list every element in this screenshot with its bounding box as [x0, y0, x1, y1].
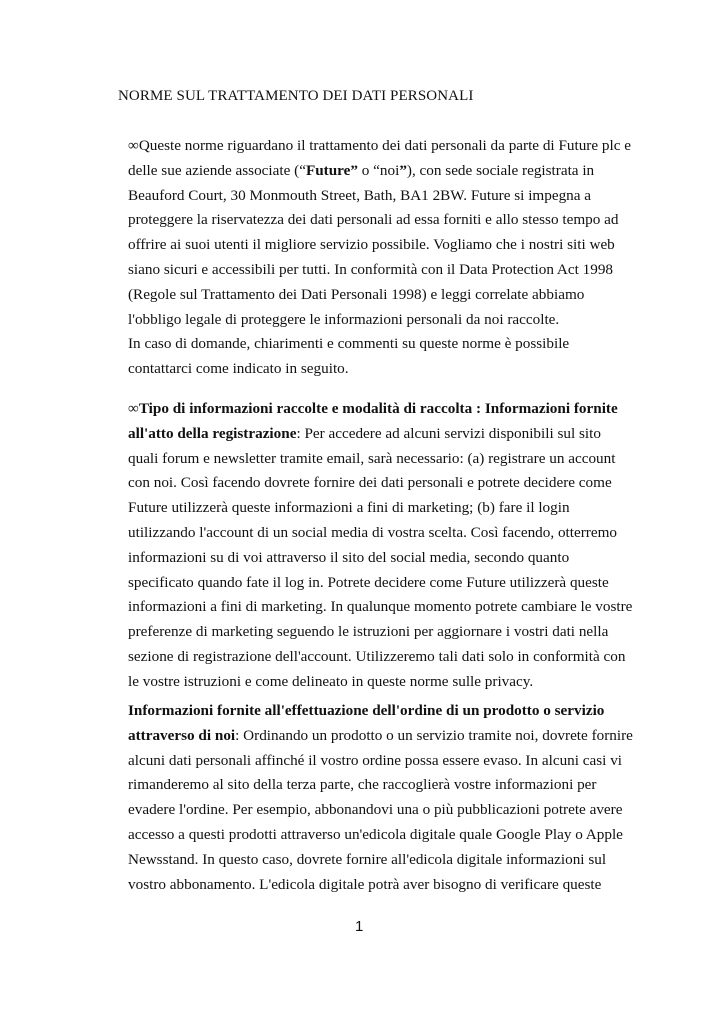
section-heading: all'atto della registrazione	[128, 424, 297, 442]
text-line: ∞Queste norme riguardano il trattamento dei dati personali da parte di Future plc e	[128, 137, 631, 154]
bullet-icon: ∞	[128, 400, 139, 417]
text-line: delle sue aziende associate (“Future” o “noi”), con sede sociale registrata in	[128, 161, 595, 179]
text-line: utilizzando l'account di un social media di vostra scelta. Così facendo, otterremo	[128, 523, 618, 541]
text-line: l'obbligo legale di proteggere le informazioni personali da noi raccolte.	[128, 310, 560, 328]
text-line: accesso a questi prodotti attraverso un'edicola digitale quale Google Play o Apple	[128, 825, 623, 843]
bullet-icon: ∞	[128, 137, 139, 154]
text-line: contattarci come indicato in seguito.	[128, 360, 349, 378]
text-line: siano sicuri e accessibili per tutti. In conformità con il Data Protection Act 1998	[128, 260, 614, 278]
text-line: all'atto della registrazione: Per accedere ad alcuni servizi disponibili sul sito	[128, 424, 601, 442]
text-line	[128, 397, 628, 422]
text-line: Newsstand. In questo caso, dovrete fornire all'edicola digitale informazioni sul	[128, 850, 607, 868]
section-heading: Tipo di informazioni raccolte e modalità di raccolta : Informazioni fornite	[138, 400, 618, 417]
text-line: informazioni su di voi attraverso il sito del social media, secondo quanto	[128, 548, 570, 566]
text-line: alcuni dati personali affinché il vostro ordine possa essere evaso. In alcuni casi vi	[128, 751, 623, 769]
page-number: 1	[355, 918, 364, 935]
text-line: proteggere la riservatezza dei dati personali ad essa forniti e allo stesso tempo ad	[128, 211, 619, 229]
text-line: evadere l'ordine. Per esempio, abbonandovi una o più pubblicazioni potrete avere	[128, 801, 623, 819]
text-line: le vostre istruzioni e come delineato in queste norme sulle privacy.	[128, 672, 534, 690]
text-line: In caso di domande, chiarimenti e commenti su queste norme è possibile	[128, 335, 570, 353]
section-heading: attraverso di noi	[128, 726, 236, 744]
text-line: sezione di registrazione dell'account. Utilizzeremo tali dati solo in conformità con	[128, 647, 626, 665]
text-line: specificato quando fate il log in. Potrete decidere come Future utilizzerà queste	[128, 573, 609, 591]
text-line: attraverso di noi: Ordinando un prodotto o un servizio tramite noi, dovrete fornire	[128, 726, 633, 744]
text-line: rimanderemo al sito della terza parte, che raccoglierà vostre informazioni per	[128, 776, 597, 794]
paragraph-intro	[128, 134, 631, 382]
text-line: quali forum e newsletter tramite email, sarà necessario: (a) registrare un account	[128, 449, 616, 467]
text-line: (Regole sul Trattamento dei Dati Personali 1998) e leggi correlate abbiamo	[128, 285, 585, 303]
paragraph-registration	[128, 397, 633, 695]
text-line	[128, 699, 628, 724]
text-line: Future utilizzerà queste informazioni a fini di marketing; (b) fare il login	[128, 499, 570, 517]
text-line: offrire ai suoi utenti il migliore servizio possibile. Vogliamo che i nostri siti web	[128, 236, 615, 254]
text-line: informazioni a fini di marketing. In qualunque momento potrete cambiare le vostre	[128, 598, 633, 616]
section-heading: Informazioni fornite all'effettuazione dell'ordine di un prodotto o servizio	[128, 702, 605, 719]
text-line: preferenze di marketing seguendo le istruzioni per aggiornare i vostri dati nella	[128, 623, 609, 641]
text-line: vostro abbonamento. L'edicola digitale potrà aver bisogno di verificare queste	[128, 875, 602, 893]
text-line: con noi. Così facendo dovrete fornire dei dati personali e potrete decidere come	[128, 474, 612, 492]
paragraph-orders	[128, 699, 633, 897]
text-line: Beauford Court, 30 Monmouth Street, Bath, BA1 2BW. Future si impegna a	[128, 186, 592, 204]
document-title: NORME SUL TRATTAMENTO DEI DATI PERSONALI	[118, 88, 474, 104]
